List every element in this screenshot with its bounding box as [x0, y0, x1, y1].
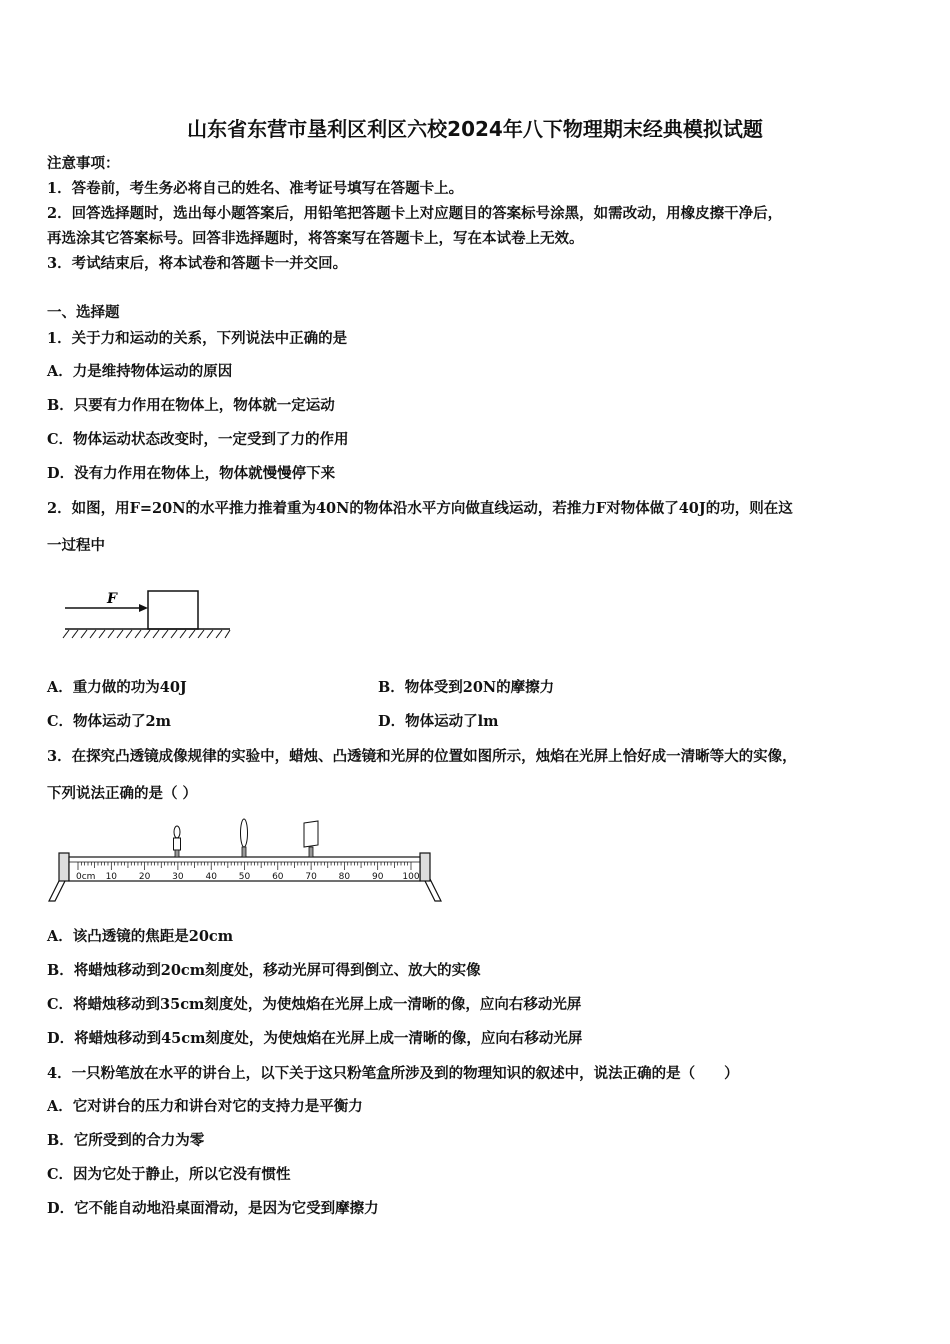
q1-option-c: C．物体运动状态改变时，一定受到了力的作用	[47, 431, 349, 448]
page-title: 山东省东营市垦利区利区六校2024年八下物理期末经典模拟试题	[187, 117, 763, 141]
q1-option-b: B．只要有力作用在物体上，物体就一定运动	[47, 397, 335, 414]
q2-option-b: B．物体受到20N的摩擦力	[378, 679, 555, 696]
q2-stem-line2: 一过程中	[47, 537, 105, 554]
bench-right-end	[420, 853, 430, 881]
q2-stem-line1: 2．如图，用F=20N的水平推力推着重为40N的物体沿水平方向做直线运动，若推力F对物体做了40J的功，则在这	[47, 500, 793, 517]
ruler-label: 30	[172, 872, 184, 882]
q4-option-b: B．它所受到的合力为零	[47, 1132, 205, 1149]
q3-option-a: A．该凸透镜的焦距是20cm	[47, 928, 234, 945]
q1-option-a: A．力是维持物体运动的原因	[47, 363, 233, 380]
ruler-label: 50	[238, 872, 251, 882]
q4-stem: 4．一只粉笔放在水平的讲台上，以下关于这只粉笔盒所涉及到的物理知识的叙述中，说法正确的是（ ）	[47, 1065, 739, 1082]
convex-lens	[241, 819, 248, 857]
q3-option-b: B．将蜡烛移动到20cm刻度处，移动光屏可得到倒立、放大的实像	[47, 962, 481, 979]
notice-item: 再选涂其它答案标号。回答非选择题时，将答案写在答题卡上，写在本试卷上无效。	[47, 230, 584, 247]
q2-option-a: A．重力做的功为40J	[47, 679, 187, 696]
ruler-label: 80	[338, 872, 351, 882]
bench-left-end	[59, 853, 69, 881]
ground-hatch	[63, 630, 230, 638]
notice-item: 3．考试结束后，将本试卷和答题卡一并交回。	[47, 255, 348, 272]
ruler-label: 10	[105, 872, 118, 882]
candle	[174, 826, 181, 857]
q4-option-c: C．因为它处于静止，所以它没有惯性	[47, 1166, 291, 1183]
q4-option-d: D．它不能自动地沿桌面滑动，是因为它受到摩擦力	[47, 1200, 379, 1217]
ruler-label: 90	[371, 872, 384, 882]
q2-option-c: C．物体运动了2m	[47, 713, 171, 730]
light-screen	[304, 821, 318, 857]
ruler-label: 100	[402, 872, 420, 882]
ruler-label: 70	[305, 872, 317, 882]
ruler-label: 60	[272, 872, 284, 882]
q2-option-d: D．物体运动了lm	[378, 713, 499, 730]
q3-stem-line1: 3．在探究凸透镜成像规律的实验中，蜡烛、凸透镜和光屏的位置如图所示，烛焰在光屏上恰好成一清晰等大的实像，	[47, 748, 797, 765]
ruler-label: 20	[138, 872, 151, 882]
q1-stem: 1．关于力和运动的关系，下列说法中正确的是	[47, 330, 348, 347]
q1-option-d: D．没有力作用在物体上，物体就慢慢停下来	[47, 465, 336, 482]
ruler-label: 0cm	[76, 872, 96, 882]
q3-option-d: D．将蜡烛移动到45cm刻度处，为使烛焰在光屏上成一清晰的像，应向右移动光屏	[47, 1030, 583, 1047]
optical-bench-figure	[45, 815, 445, 905]
q3-option-c: C．将蜡烛移动到35cm刻度处，为使烛焰在光屏上成一清晰的像，应向右移动光屏	[47, 996, 582, 1013]
notice-item: 2．回答选择题时，选出每小题答案后，用铅笔把答题卡上对应题目的答案标号涂黑，如需改动，用橡皮擦干净后，	[47, 205, 783, 222]
q3-stem-line2: 下列说法正确的是（ ）	[47, 785, 198, 802]
q2-force-figure	[60, 585, 235, 645]
ruler-label: 40	[205, 872, 217, 882]
notice-item: 1．答卷前，考生务必将自己的姓名、准考证号填写在答题卡上。	[47, 180, 464, 197]
notice-heading: 注意事项：	[47, 155, 120, 172]
section-heading: 一、选择题	[47, 304, 120, 321]
force-label: F	[107, 591, 117, 607]
block	[148, 591, 198, 629]
q4-option-a: A．它对讲台的压力和讲台对它的支持力是平衡力	[47, 1098, 363, 1115]
